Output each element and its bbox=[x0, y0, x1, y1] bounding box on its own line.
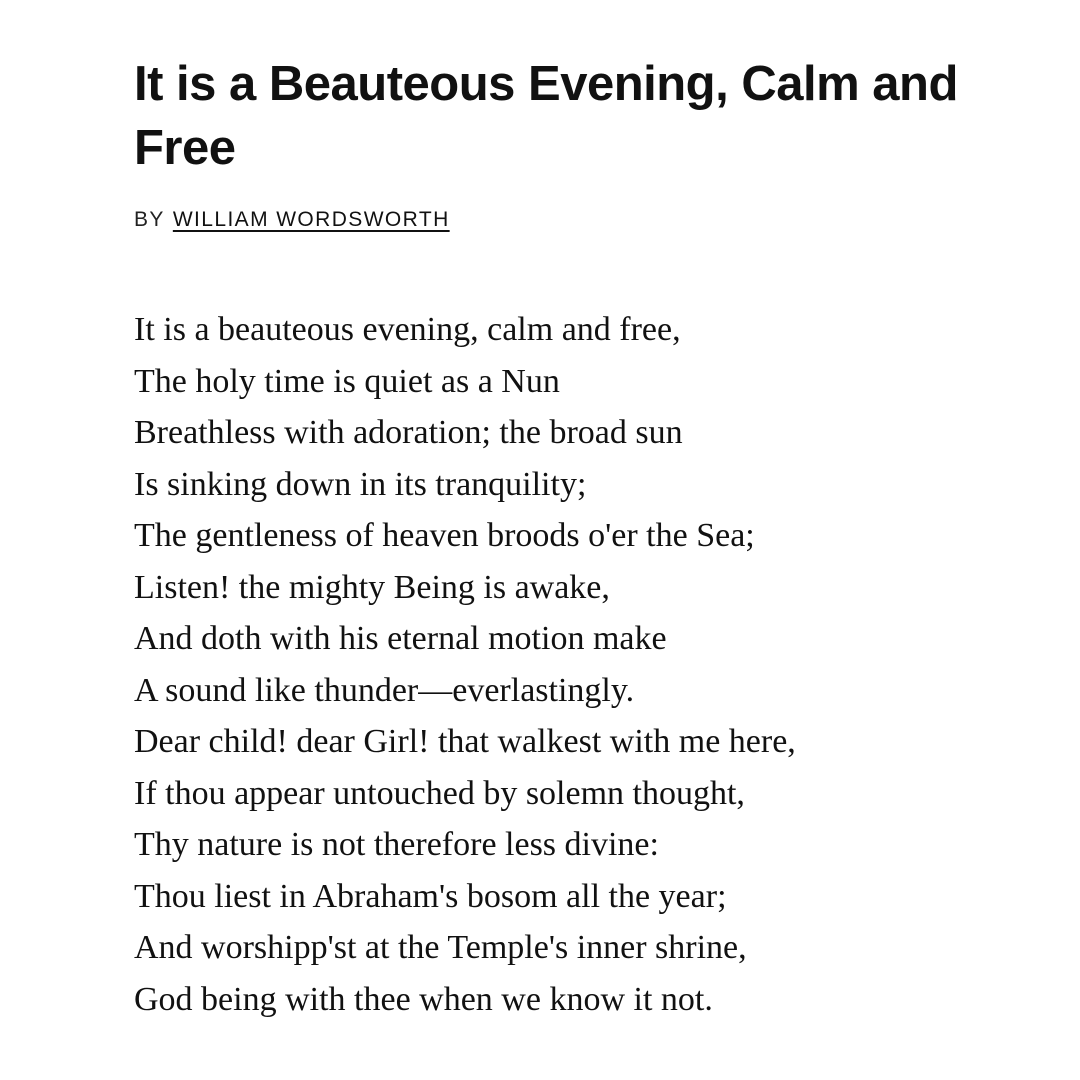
poem-line: Dear child! dear Girl! that walkest with me here, bbox=[134, 723, 796, 760]
poem-line: The gentleness of heaven broods o'er the Sea; bbox=[134, 517, 755, 554]
poem-line: Is sinking down in its tranquility; bbox=[134, 465, 587, 503]
poem-line: God being with thee when we know it not. bbox=[134, 980, 713, 1018]
byline-prefix: BY bbox=[134, 208, 165, 231]
poem-title: It is a Beauteous Evening, Calm and Free bbox=[134, 57, 958, 175]
poem-line: Thy nature is not therefore less divine: bbox=[134, 826, 659, 863]
poem-line: A sound like thunder—everlastingly. bbox=[134, 671, 635, 709]
byline bbox=[134, 206, 1054, 234]
poem-line: Listen! the mighty Being is awake, bbox=[134, 568, 610, 606]
poem-line: And worshipp'st at the Temple's inner shrine, bbox=[134, 929, 747, 966]
poem-line: And doth with his eternal motion make bbox=[134, 620, 667, 657]
poem-page bbox=[134, 52, 1054, 1025]
poem-line: If thou appear untouched by solemn thought, bbox=[134, 774, 745, 812]
poem-line: Breathless with adoration; the broad sun bbox=[134, 414, 683, 451]
poem-body bbox=[134, 304, 1054, 1025]
poem-line: It is a beauteous evening, calm and free, bbox=[134, 311, 681, 348]
author-link[interactable]: WILLIAM WORDSWORTH bbox=[172, 208, 450, 231]
poem-line: Thou liest in Abraham's bosom all the year; bbox=[134, 877, 727, 915]
poem-line: The holy time is quiet as a Nun bbox=[134, 362, 560, 400]
